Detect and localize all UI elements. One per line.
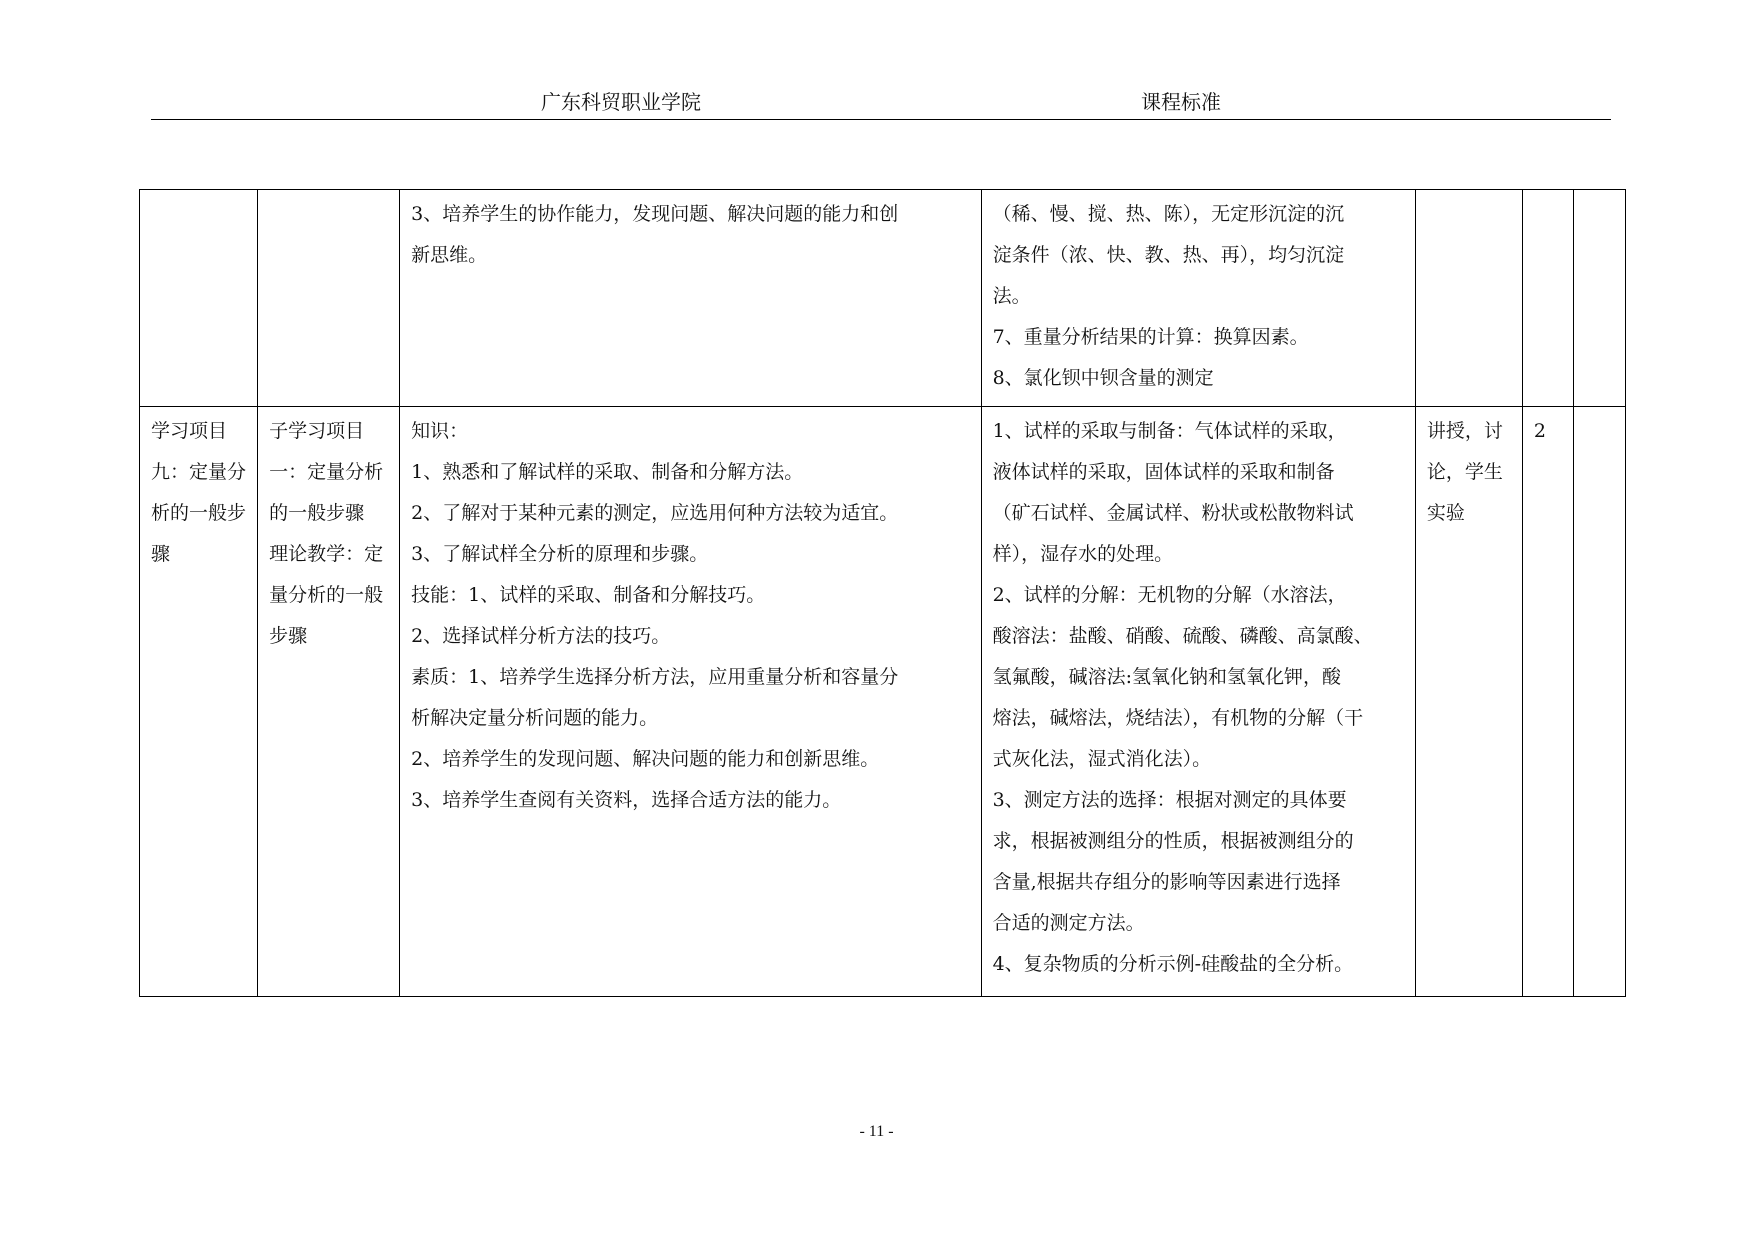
text-line: 2、培养学生的发现问题、解决问题的能力和创新思维。 [411, 748, 880, 770]
subproject-cell [258, 190, 400, 407]
hours-cell [1522, 407, 1573, 997]
text-line: 酸溶法：盐酸、硝酸、硫酸、磷酸、高氯酸、 [992, 625, 1373, 647]
project-name: 学习项目九：定量分析的一般步骤 [151, 420, 247, 565]
objectives-cell [400, 190, 981, 407]
subproject-cell [258, 407, 400, 997]
text-line: 液体试样的采取，固体试样的采取和制备 [992, 461, 1335, 483]
text-line: 淀条件（浓、快、教、热、再），均匀沉淀 [992, 244, 1345, 266]
text-line: 3、培养学生的协作能力，发现问题、解决问题的能力和创 [411, 203, 899, 225]
notes-cell [1573, 407, 1625, 997]
page-header [151, 86, 1611, 118]
text-line: 8、氯化钡中钡含量的测定 [992, 367, 1214, 389]
text-line: （稀、慢、搅、热、陈），无定形沉淀的沉 [992, 203, 1345, 225]
text-line: （矿石试样、金属试样、粉状或松散物料试 [992, 502, 1354, 524]
text-line: 知识： [411, 420, 469, 442]
notes-cell [1573, 190, 1625, 407]
class-hours: 2 [1533, 420, 1546, 442]
text-line: 3、培养学生查阅有关资料，选择合适方法的能力。 [411, 789, 842, 811]
text-line: 2、试样的分解：无机物的分解（水溶法， [992, 584, 1347, 606]
objectives-cell [400, 407, 981, 997]
curriculum-table [139, 189, 1626, 997]
text-line: 合适的测定方法。 [992, 912, 1145, 934]
text-line: 4、复杂物质的分析示例-硅酸盐的全分析。 [992, 953, 1354, 975]
header-divider [151, 119, 1611, 120]
page-number: - 11 - [859, 1123, 894, 1140]
text-line: 求，根据被测组分的性质，根据被测组分的 [992, 830, 1354, 852]
text-line: 1、熟悉和了解试样的采取、制备和分解方法。 [411, 461, 804, 483]
text-line: 氢氟酸，碱溶法:氢氧化钠和氢氧化钾，酸 [992, 666, 1341, 688]
project-cell [140, 190, 258, 407]
text-line: 法。 [992, 285, 1031, 307]
text-line: 2、选择试样分析方法的技巧。 [411, 625, 671, 647]
text-line: 技能：1、试样的采取、制备和分解技巧。 [411, 584, 766, 606]
school-name: 广东科贸职业学院 [541, 90, 701, 114]
text-line: 2、了解对于某种元素的测定，应选用何种方法较为适宜。 [411, 502, 899, 524]
text-line: 含量,根据共存组分的影响等因素进行选择 [992, 871, 1341, 893]
hours-cell [1522, 190, 1573, 407]
text-line: 熔法，碱熔法，烧结法），有机物的分解（干 [992, 707, 1364, 729]
content-cell [981, 190, 1415, 407]
text-line: 析解决定量分析问题的能力。 [411, 707, 659, 729]
subproject-name: 子学习项目一：定量分析的一般步骤 [269, 420, 384, 524]
method-cell [1415, 190, 1522, 407]
text-line: 1、试样的采取与制备：气体试样的采取， [992, 420, 1347, 442]
method-cell [1415, 407, 1522, 997]
text-line: 3、了解试样全分析的原理和步骤。 [411, 543, 709, 565]
text-line: 7、重量分析结果的计算：换算因素。 [992, 326, 1309, 348]
table-row [140, 407, 1626, 997]
content-cell [981, 407, 1415, 997]
teaching-method: 讲授，讨论，学生实验 [1426, 420, 1503, 524]
document-title: 课程标准 [1141, 90, 1221, 114]
table-row [140, 190, 1626, 407]
text-line: 素质：1、培养学生选择分析方法，应用重量分析和容量分 [411, 666, 899, 688]
text-line: 3、测定方法的选择：根据对测定的具体要 [992, 789, 1347, 811]
project-cell [140, 407, 258, 997]
text-line: 新思维。 [411, 244, 488, 266]
text-line: 样），湿存水的处理。 [992, 543, 1174, 565]
text-line: 式灰化法，湿式消化法）。 [992, 748, 1212, 770]
teaching-mode: 理论教学：定量分析的一般步骤 [269, 543, 384, 647]
